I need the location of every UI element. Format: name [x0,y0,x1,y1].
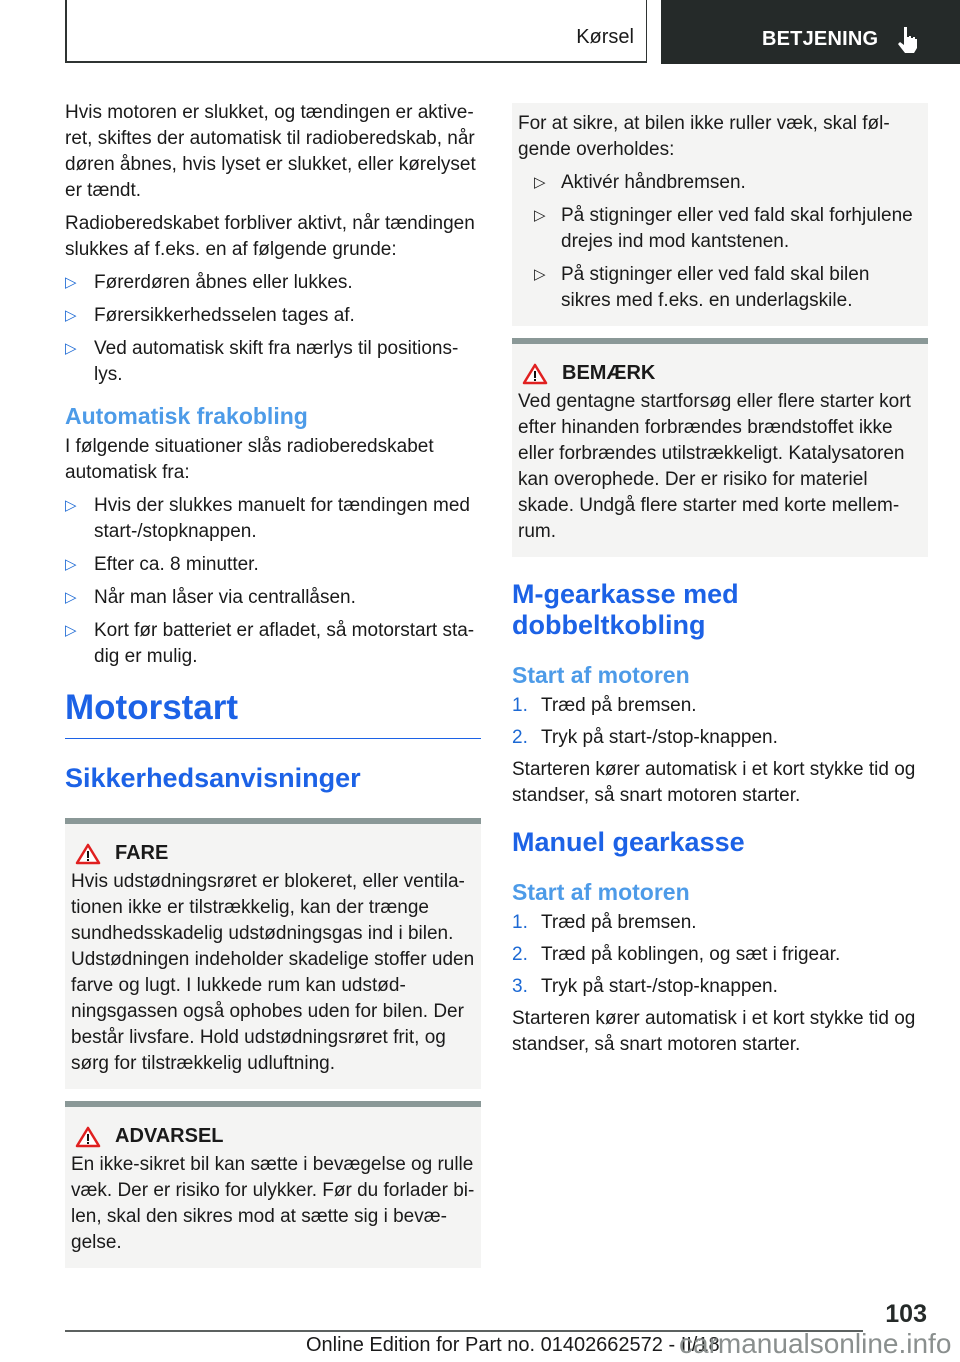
triangle-bullet-icon: ▷ [65,622,77,639]
heading-safety: Sikkerhedsanvisninger [65,763,361,793]
heading-motorstart: Motorstart [65,688,481,739]
step-item: 3. Tryk på start-/stop-knappen. [512,976,778,997]
page-number: 103 [885,1300,927,1328]
danger-title: FARE [115,842,169,864]
warning-continuation-box [512,103,928,326]
triangle-bullet-icon: ▷ [65,307,77,324]
subheading-start-engine-manual: Start af motoren [512,879,690,905]
m-gearbox-after: Starteren kører automatisk i et kort stykke tid og standser, så snart motoren starter. [512,759,916,806]
triangle-bullet-icon: ▷ [534,174,546,191]
list-item: ▷ Efter ca. 8 minutter. [65,552,481,578]
warning-triangle-icon [522,363,548,385]
triangle-bullet-icon: ▷ [65,340,77,357]
notice-text: Ved gentagne startforsøg eller flere starter kort efter hinanden forbrændes brændstoffet ikke eller forbrændes utilstrækkeligt. Katalysatoren kan overophede. Der er risiko for materiel skade. Undgå flere starter med korte mellem-rum. [518,391,911,542]
heading-m-gearbox: M-gearkasse med dobbeltkobling [512,579,739,640]
intro-paragraph: Hvis motoren er slukket, og tændingen er aktive-ret, skiftes der automatisk til radioberedskab, når døren åbnes, hvis lyset er slukket, eller kørelyset er tændt. [65,102,476,201]
section-title: Kørsel [576,26,634,48]
triangle-bullet-icon: ▷ [534,266,546,283]
warning-triangle-icon [75,1126,101,1148]
list-item: ▷ På stigninger eller ved fald skal bilen sikres med f.eks. en underlagskile. [534,264,870,311]
step-item: 2. Træd på koblingen, og sæt i frigear. [512,944,841,965]
warning-title: ADVARSEL [115,1125,224,1147]
list-item: ▷ Aktivér håndbremsen. [518,170,922,196]
subheading-start-engine-m: Start af motoren [512,662,690,688]
list-item: ▷ Kort før batteriet er afladet, så motorstart sta-dig er mulig. [65,620,475,667]
danger-text: Hvis udstødningsrøret er blokeret, eller ventila-tionen ikke er tilstrækkelig, kan der trænge sundhedsskadelig udstødningsgas ind i bilen. Udstødningen indeholder skadelige stoffer uden farve og lugt. I lukkede rum kan udstød-ningsgassen også ophobes uden for bilen. Der består livsfare. Hold udstødningsrøret frit, og sørg for tilstrækkelig udluftning. [71,871,475,1074]
auto-intro: I følgende situationer slås radioberedskabet automatisk fra: [65,436,434,483]
triangle-bullet-icon: ▷ [65,589,77,606]
step-item: 2. Tryk på start-/stop-knappen. [512,727,778,748]
intro-paragraph-2: Radioberedskabet forbliver aktivt, når tændingen slukkes af f.eks. en af følgende grunde: [65,213,475,260]
triangle-bullet-icon: ▷ [65,274,77,291]
warning-text: En ikke-sikret bil kan sætte i bevægelse og rulle væk. Der er risiko for ulykker. Før du forlader bi-len, skal den sikres mod at sætte sig i bevæ-gelse. [71,1154,475,1253]
step-item: 1. Træd på bremsen. [512,695,697,716]
step-item: 1. Træd på bremsen. [512,912,697,933]
list-item: ▷ Når man låser via centrallåsen. [65,585,481,611]
list-item: ▷ Førersikkerhedsselen tages af. [65,303,481,329]
header-section-tab [65,0,647,63]
warning-triangle-icon [75,843,101,865]
header-chapter-tab [661,0,960,64]
left-column [65,100,481,1268]
warning-box [65,1101,481,1268]
chapter-title: BETJENING [762,28,879,50]
box-intro: For at sikre, at bilen ikke ruller væk, skal føl-gende overholdes: [518,113,890,160]
edition-text: Online Edition for Part no. 01402662572 - II/18 [306,1334,720,1356]
heading-manual-gearbox: Manuel gearkasse [512,827,745,857]
danger-box [65,818,481,1089]
triangle-bullet-icon: ▷ [65,497,77,514]
list-item: ▷ På stigninger eller ved fald skal forhjulene drejes ind mod kantstenen. [534,205,913,252]
heading-automatic-shutdown: Automatisk frakobling [65,403,308,429]
watermark-link[interactable]: carmanualsonline.info [679,1328,952,1359]
list-item: ▷ Førerdøren åbnes eller lukkes. [65,270,481,296]
hand-pointer-icon [895,25,921,53]
list-item: ▷ Hvis der slukkes manuelt for tændingen med start-/stopknappen. [65,495,470,542]
notice-title: BEMÆRK [562,362,656,384]
triangle-bullet-icon: ▷ [534,207,546,224]
list-item: ▷ Ved automatisk skift fra nærlys til positions-lys. [65,338,459,385]
notice-box [512,338,928,557]
triangle-bullet-icon: ▷ [65,556,77,573]
right-column [512,103,928,1065]
manual-gearbox-after: Starteren kører automatisk i et kort stykke tid og standser, så snart motoren starter. [512,1008,916,1055]
